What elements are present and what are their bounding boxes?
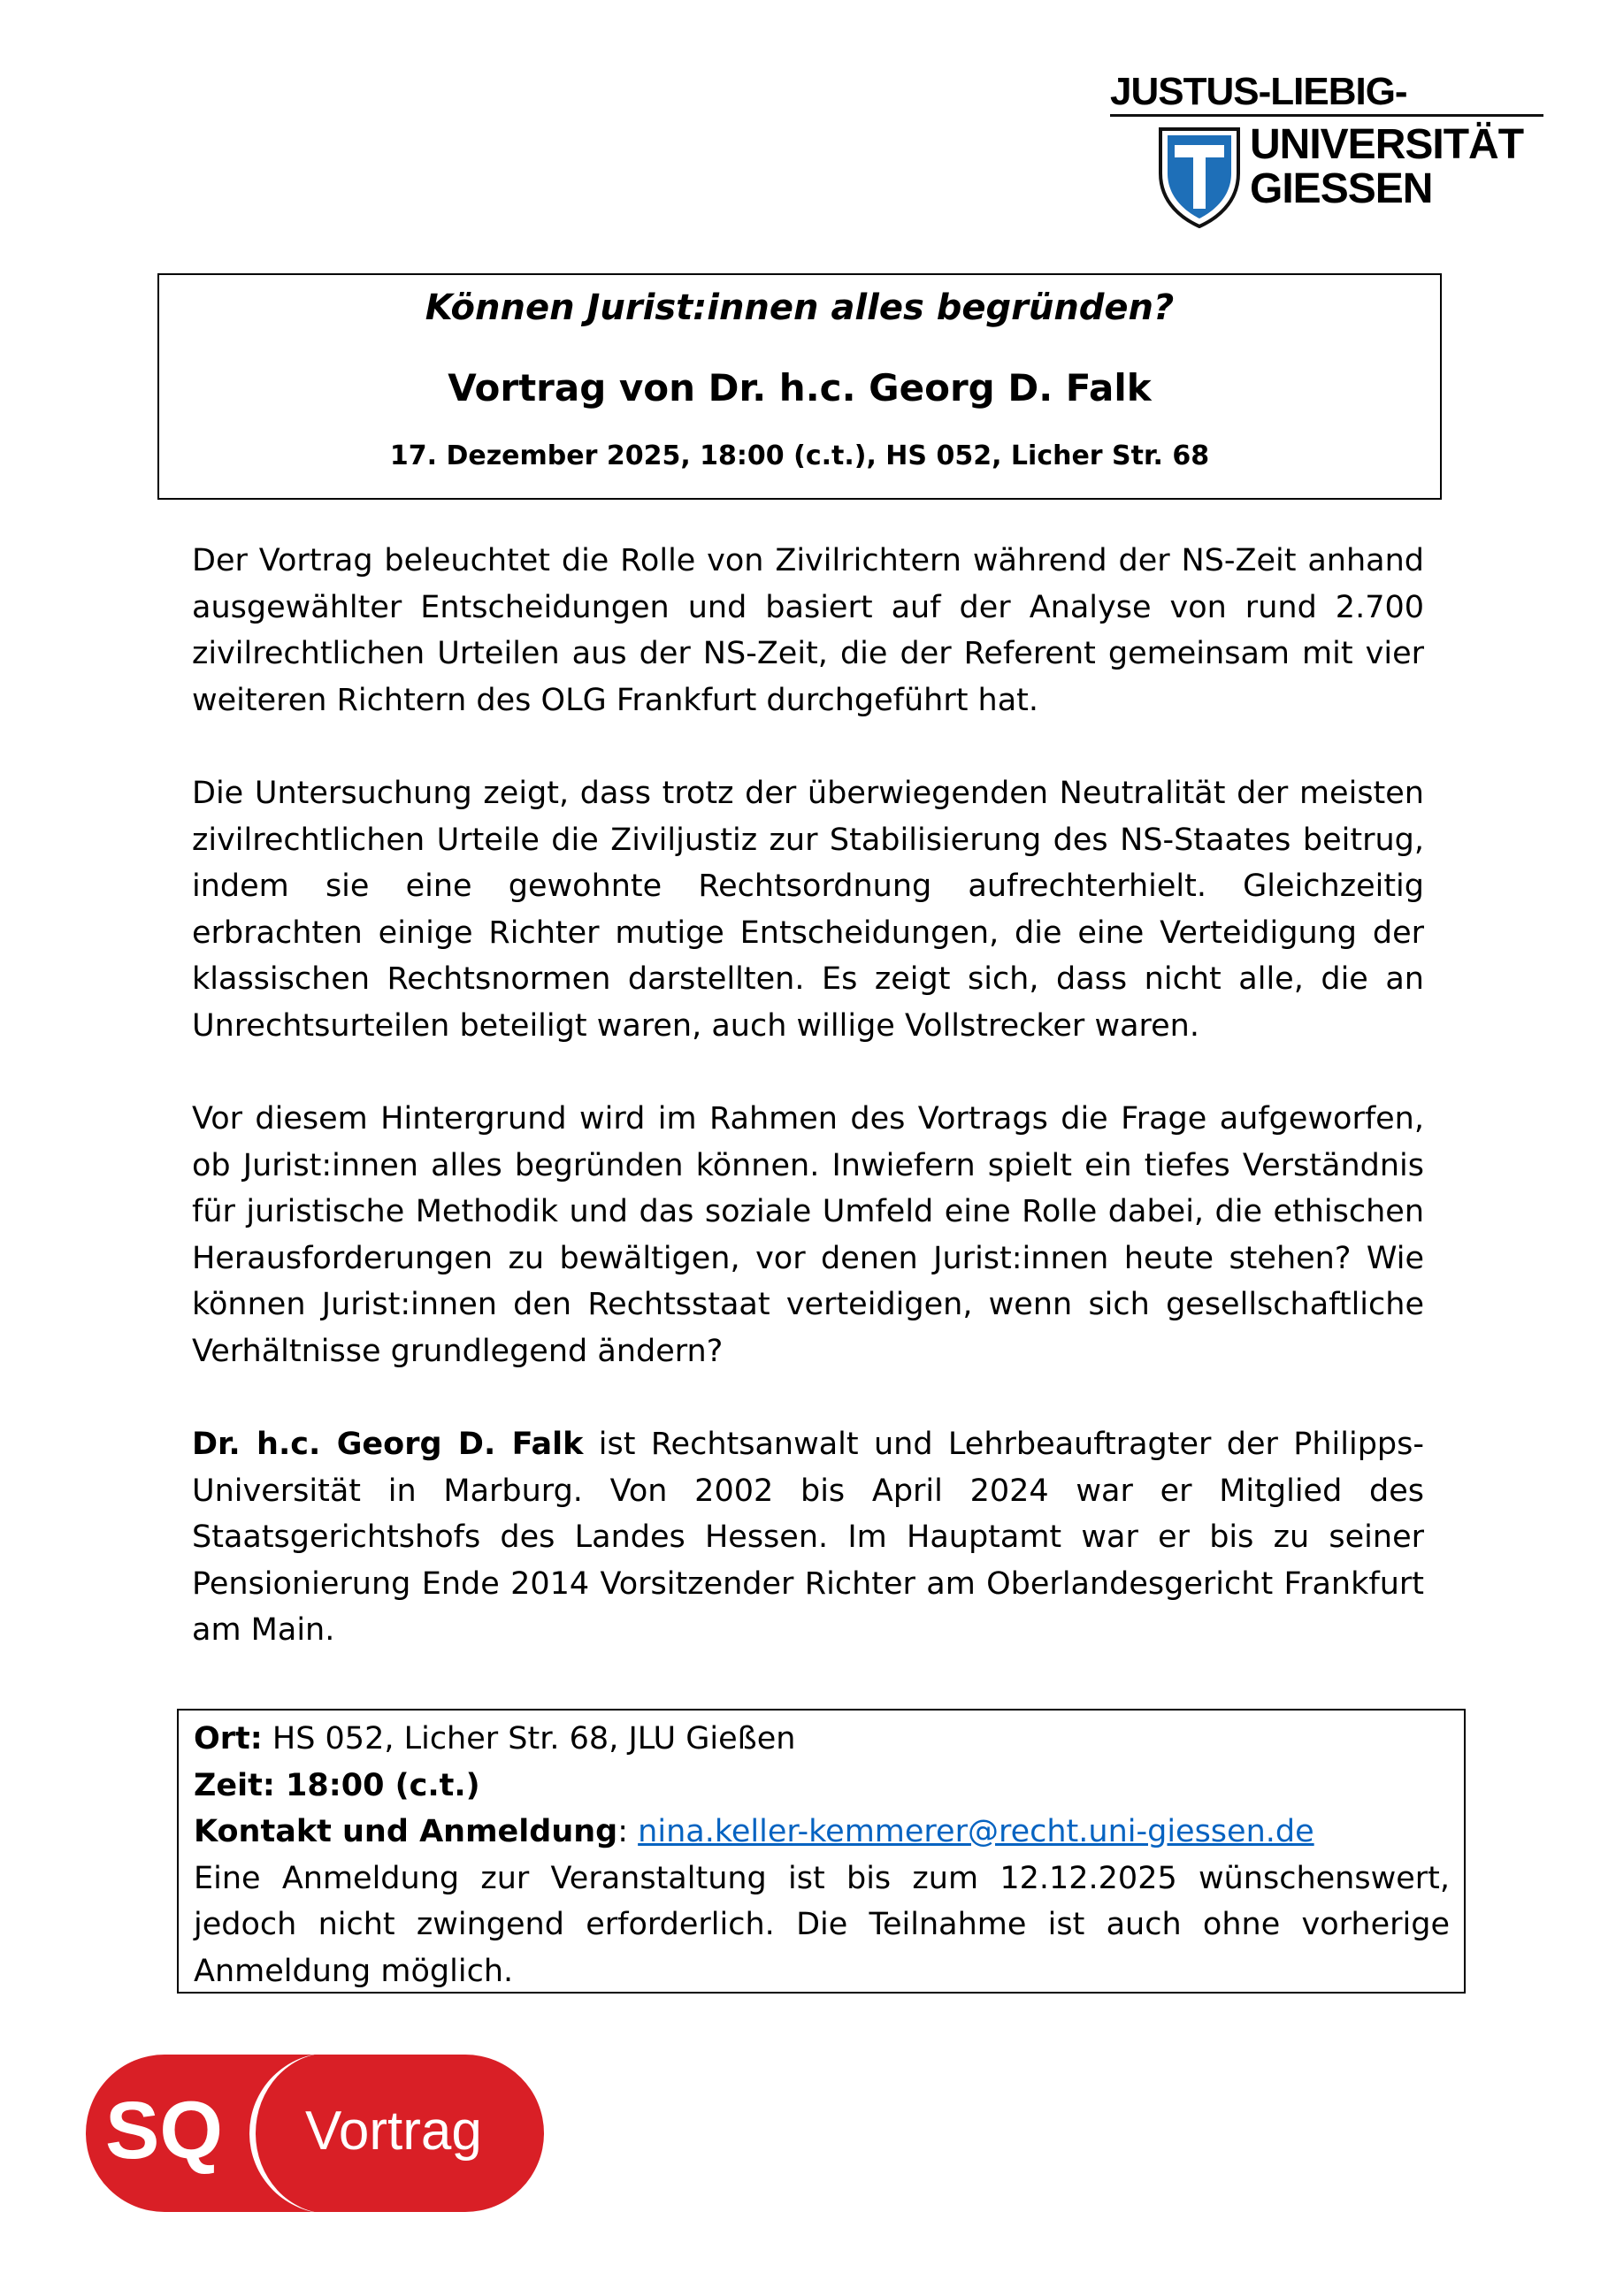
lecture-question: Können Jurist:innen alles begründen? — [425, 287, 1175, 328]
contact-email-link[interactable]: nina.keller-kemmerer@recht.uni-giessen.de — [638, 1814, 1314, 1849]
location-row — [194, 1716, 1450, 1763]
lecture-date-line: 17. Dezember 2025, 18:00 (c.t.), HS 052, Licher Str. 68 — [389, 440, 1210, 471]
logo-line-2: UNIVERSITÄT — [1250, 121, 1524, 168]
sq-logo-short: SQ — [105, 2086, 223, 2176]
contact-label: Kontakt und Anmeldung — [194, 1814, 618, 1849]
location-value: HS 052, Licher Str. 68, JLU Gießen — [262, 1721, 796, 1756]
time-row — [194, 1763, 1450, 1810]
logo-rule — [1110, 114, 1543, 117]
paragraph-3: Vor diesem Hintergrund wird im Rahmen des Vortrags die Frage aufgeworfen, ob Jurist:innen alles begründen können. Inwiefern spielt ein tiefes Verständnis für juristische Methodik und das soziale Umfeld eine Rolle dabei, die ethischen Herausforderungen zu bewältigen, vor denen Jurist:innen heute stehen? Wie können Jurist:innen den Rechtsstaat verteidigen, wenn sich gesellschaftliche Verhältnisse grundlegend ändern? — [192, 1101, 1424, 1369]
paragraph-2: Die Untersuchung zeigt, dass trotz der überwiegenden Neutralität der meisten zivilrechtlichen Urteile die Ziviljustiz zur Stabilisierung des NS-Staates beitrug, indem sie eine gewohnte Rechtsordnung aufrechterhielt. Gleichzeitig erbrachten einige Richter mutige Entscheidungen, die eine Verteidigung der klassischen Rechtsnormen darstellten. Es zeigt sich, dass nicht alle, die an Unrechtsurteilen beteiligt waren, auch willige Vollstrecker waren. — [192, 776, 1424, 1044]
contact-row — [194, 1809, 1450, 1856]
speaker-bio: ist Rechtsanwalt und Lehrbeauftragter der Philipps-Universität in Marburg. Von 2002 bis April 2024 war er Mitglied des Staatsgerichtshofs des Landes Hessen. Im Hauptamt war er bis zu seiner Pensionierung Ende 2014 Vorsitzender Richter am Oberlandesgericht Frankfurt am Main. — [192, 1427, 1424, 1648]
time-label: Zeit: 18:00 (c.t.) — [194, 1767, 480, 1803]
speaker-name: Dr. h.c. Georg D. Falk — [192, 1427, 584, 1462]
registration-note: Eine Anmeldung zur Veranstaltung ist bis zum 12.12.2025 wünschenswert, jedoch nicht zwingend erforderlich. Die Teilnahme ist auch ohne vorherige Anmeldung möglich. — [194, 1860, 1450, 1989]
location-label: Ort: — [194, 1721, 263, 1756]
logo-line-1: JUSTUS-LIEBIG- — [1110, 70, 1407, 113]
body-text — [192, 538, 1424, 1701]
lecture-subtitle: Vortrag von Dr. h.c. Georg D. Falk — [448, 366, 1152, 409]
info-box — [177, 1709, 1466, 1994]
contact-separator: : — [617, 1814, 639, 1849]
university-logo — [1110, 70, 1543, 232]
shield-icon — [1159, 127, 1240, 228]
header-box — [157, 273, 1442, 500]
sq-logo-label: Vortrag — [305, 2101, 482, 2162]
paragraph-1: Der Vortrag beleuchtet die Rolle von Zivilrichtern während der NS-Zeit anhand ausgewählter Entscheidungen und basiert auf der Analyse von rund 2.700 zivilrechtlichen Urteilen aus der NS-Zeit, die der Referent gemeinsam mit vier weiteren Richtern des OLG Frankfurt durchgeführt hat. — [192, 543, 1424, 718]
sq-vortrag-logo — [86, 2055, 546, 2214]
logo-line-3: GIESSEN — [1250, 165, 1433, 212]
paragraph-4 — [192, 1421, 1424, 1654]
